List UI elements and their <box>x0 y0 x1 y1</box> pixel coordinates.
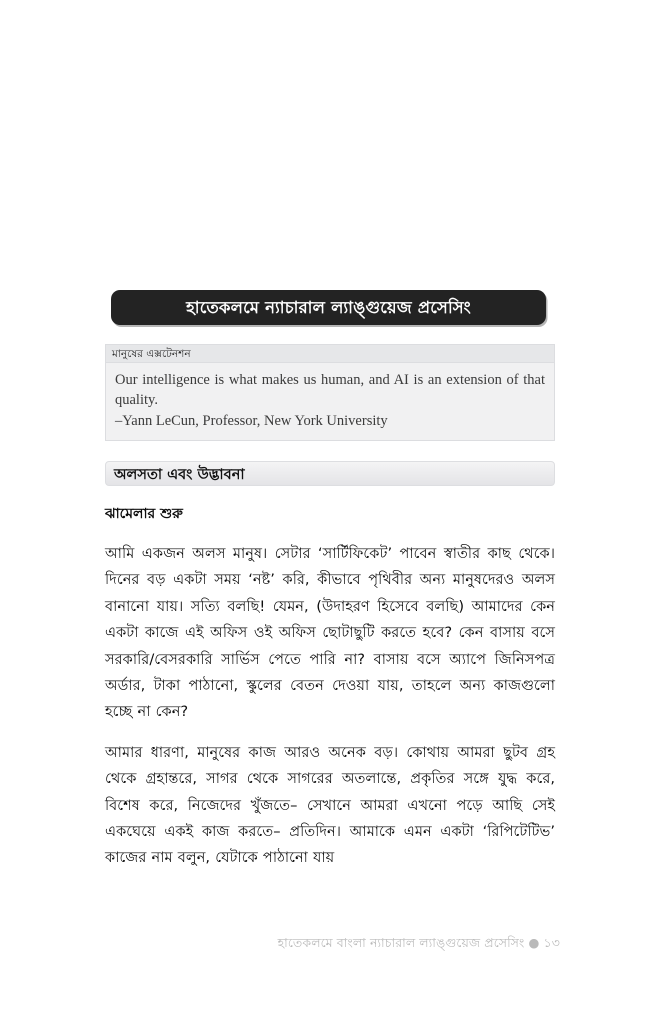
quote-box-body <box>105 363 555 441</box>
quote-box-header <box>105 344 555 363</box>
sub-heading: ঝামেলার শুরু <box>105 506 183 522</box>
chapter-title-text: হাতেকলমে ন্যাচারাল ল্যাঙ্গুয়েজ প্রসেসিং <box>186 298 471 317</box>
chapter-title-banner <box>111 290 546 325</box>
section-heading-bar <box>105 461 555 486</box>
page-content-column <box>105 290 555 872</box>
quote-attribution: –Yann LeCun, Professor, New York University <box>115 413 388 429</box>
quote-callout-box <box>105 344 555 441</box>
body-paragraph: আমি একজন অলস মানুষ। সেটার ‘সার্টিফিকেট’ পাবেন স্বাতীর কাছ থেকে। দিনের বড় একটা সময় ‘নষ্ট’ করি, কীভাবে পৃথিবীর অন্য মানুষদেরও অলস বানানো যায়। সত্যি বলছি! যেমন, (উদাহরণ হিসেবে বলছি) আমাদের কেন একটা কাজে এই অফিস ওই অফিস ছোটাছুটি করতে হবে? কেন বাসায় বসে সরকারি/বেসরকারি সার্ভিস পেতে পারি না? বাসায় বসে অ্যাপে জিনিসপত্র অর্ডার, টাকা পাঠানো, স্কুলের বেতন দেওয়া যায়, তাহলে অন্য কাজগুলো হচ্ছে না কেন? <box>105 545 555 721</box>
page-footer: হাতেকলমে বাংলা ন্যাচারাল ল্যাঙ্গুয়েজ প্রসেসিং ● ১৩ <box>277 935 560 950</box>
quote-box-header-text: মানুষের এক্সটেনশন <box>112 348 191 360</box>
quote-text: Our intelligence is what makes us human, and AI is an extension of that quality. <box>115 372 545 408</box>
section-heading-text: অলসতা এবং উদ্ভাবনা <box>114 467 245 483</box>
body-paragraph: আমার ধারণা, মানুষের কাজ আরও অনেক বড়। কোথায় আমরা ছুটব গ্রহ থেকে গ্রহান্তরে, সাগর থেকে সাগরের অতলান্তে, প্রকৃতির সঙ্গে যুদ্ধ করে, বিশেষ করে, নিজেদের খুঁজতে– সেখানে আমরা এখনো পড়ে আছি সেই একঘেয়ে একই কাজ করতে– প্রতিদিন। আমাকে এমন একটা ‘রিপিটেটিভ’ কাজের নাম বলুন, যেটাকে পাঠানো যায় <box>105 743 555 867</box>
